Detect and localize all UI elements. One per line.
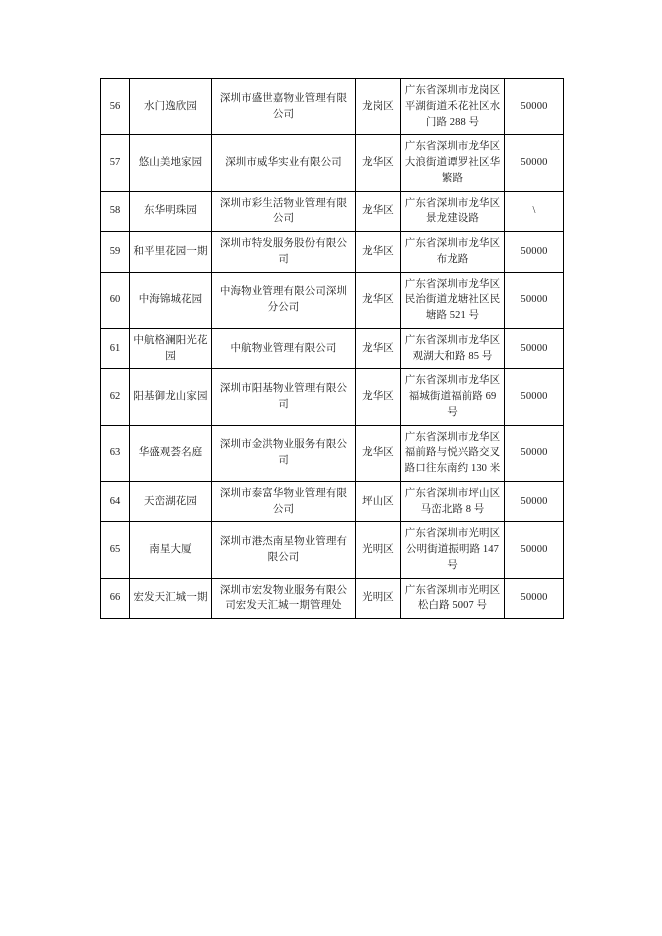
cell-address: 广东省深圳市坪山区马峦北路 8 号 (401, 481, 505, 522)
cell-district: 龙华区 (356, 328, 401, 369)
cell-sequence-number: 58 (101, 191, 130, 232)
cell-address: 广东省深圳市龙岗区平湖街道禾花社区水门路 288 号 (401, 79, 505, 135)
cell-address: 广东省深圳市龙华区景龙建设路 (401, 191, 505, 232)
table-row (101, 328, 564, 369)
cell-district: 龙岗区 (356, 79, 401, 135)
cell-property-name: 南星大厦 (130, 522, 212, 578)
cell-sequence-number: 62 (101, 369, 130, 425)
cell-address: 广东省深圳市龙华区布龙路 (401, 232, 505, 273)
cell-management-company: 深圳市宏发物业服务有限公司宏发天汇城一期管理处 (212, 578, 356, 619)
cell-property-name: 阳基御龙山家园 (130, 369, 212, 425)
table-row (101, 191, 564, 232)
cell-district: 龙华区 (356, 191, 401, 232)
cell-amount: 50000 (505, 522, 564, 578)
cell-district: 龙华区 (356, 135, 401, 191)
cell-sequence-number: 64 (101, 481, 130, 522)
cell-address: 广东省深圳市光明区公明街道振明路 147 号 (401, 522, 505, 578)
cell-amount: 50000 (505, 79, 564, 135)
cell-sequence-number: 59 (101, 232, 130, 273)
cell-amount: 50000 (505, 232, 564, 273)
cell-amount: 50000 (505, 425, 564, 481)
cell-management-company: 深圳市威华实业有限公司 (212, 135, 356, 191)
cell-address: 广东省深圳市龙华区民治街道龙塘社区民塘路 521 号 (401, 272, 505, 328)
cell-district: 龙华区 (356, 272, 401, 328)
cell-district: 光明区 (356, 578, 401, 619)
cell-amount: 50000 (505, 578, 564, 619)
table-body (101, 79, 564, 619)
cell-management-company: 深圳市港杰南星物业管理有限公司 (212, 522, 356, 578)
table-row (101, 578, 564, 619)
cell-property-name: 天峦湖花园 (130, 481, 212, 522)
table-row (101, 481, 564, 522)
cell-management-company: 深圳市金洪物业服务有限公司 (212, 425, 356, 481)
table-row (101, 425, 564, 481)
cell-address: 广东省深圳市光明区松白路 5007 号 (401, 578, 505, 619)
table-row (101, 232, 564, 273)
cell-sequence-number: 60 (101, 272, 130, 328)
cell-management-company: 深圳市阳基物业管理有限公司 (212, 369, 356, 425)
cell-address: 广东省深圳市龙华区福前路与悦兴路交叉路口往东南约 130 米 (401, 425, 505, 481)
cell-management-company: 深圳市盛世嘉物业管理有限公司 (212, 79, 356, 135)
cell-property-name: 中海锦城花园 (130, 272, 212, 328)
table-row (101, 79, 564, 135)
cell-district: 龙华区 (356, 369, 401, 425)
cell-management-company: 中海物业管理有限公司深圳分公司 (212, 272, 356, 328)
cell-sequence-number: 65 (101, 522, 130, 578)
cell-amount: 50000 (505, 369, 564, 425)
cell-sequence-number: 57 (101, 135, 130, 191)
property-list-table (100, 78, 564, 619)
cell-property-name: 东华明珠园 (130, 191, 212, 232)
cell-sequence-number: 56 (101, 79, 130, 135)
cell-property-name: 水门逸欣园 (130, 79, 212, 135)
cell-district: 坪山区 (356, 481, 401, 522)
cell-amount: \ (505, 191, 564, 232)
cell-sequence-number: 66 (101, 578, 130, 619)
cell-address: 广东省深圳市龙华区观湖大和路 85 号 (401, 328, 505, 369)
cell-property-name: 中航格澜阳光花园 (130, 328, 212, 369)
cell-property-name: 和平里花园一期 (130, 232, 212, 273)
cell-sequence-number: 63 (101, 425, 130, 481)
cell-address: 广东省深圳市龙华区福城街道福前路 69 号 (401, 369, 505, 425)
table-row (101, 369, 564, 425)
cell-management-company: 深圳市彩生活物业管理有限公司 (212, 191, 356, 232)
table-row (101, 522, 564, 578)
cell-management-company: 深圳市特发服务股份有限公司 (212, 232, 356, 273)
cell-property-name: 悠山美地家园 (130, 135, 212, 191)
cell-amount: 50000 (505, 135, 564, 191)
cell-property-name: 华盛观荟名庭 (130, 425, 212, 481)
table-row (101, 135, 564, 191)
cell-amount: 50000 (505, 272, 564, 328)
cell-address: 广东省深圳市龙华区大浪街道谭罗社区华繁路 (401, 135, 505, 191)
cell-management-company: 深圳市泰富华物业管理有限公司 (212, 481, 356, 522)
cell-management-company: 中航物业管理有限公司 (212, 328, 356, 369)
cell-amount: 50000 (505, 481, 564, 522)
cell-district: 光明区 (356, 522, 401, 578)
cell-amount: 50000 (505, 328, 564, 369)
table-row (101, 272, 564, 328)
cell-district: 龙华区 (356, 232, 401, 273)
cell-property-name: 宏发天汇城一期 (130, 578, 212, 619)
cell-sequence-number: 61 (101, 328, 130, 369)
cell-district: 龙华区 (356, 425, 401, 481)
